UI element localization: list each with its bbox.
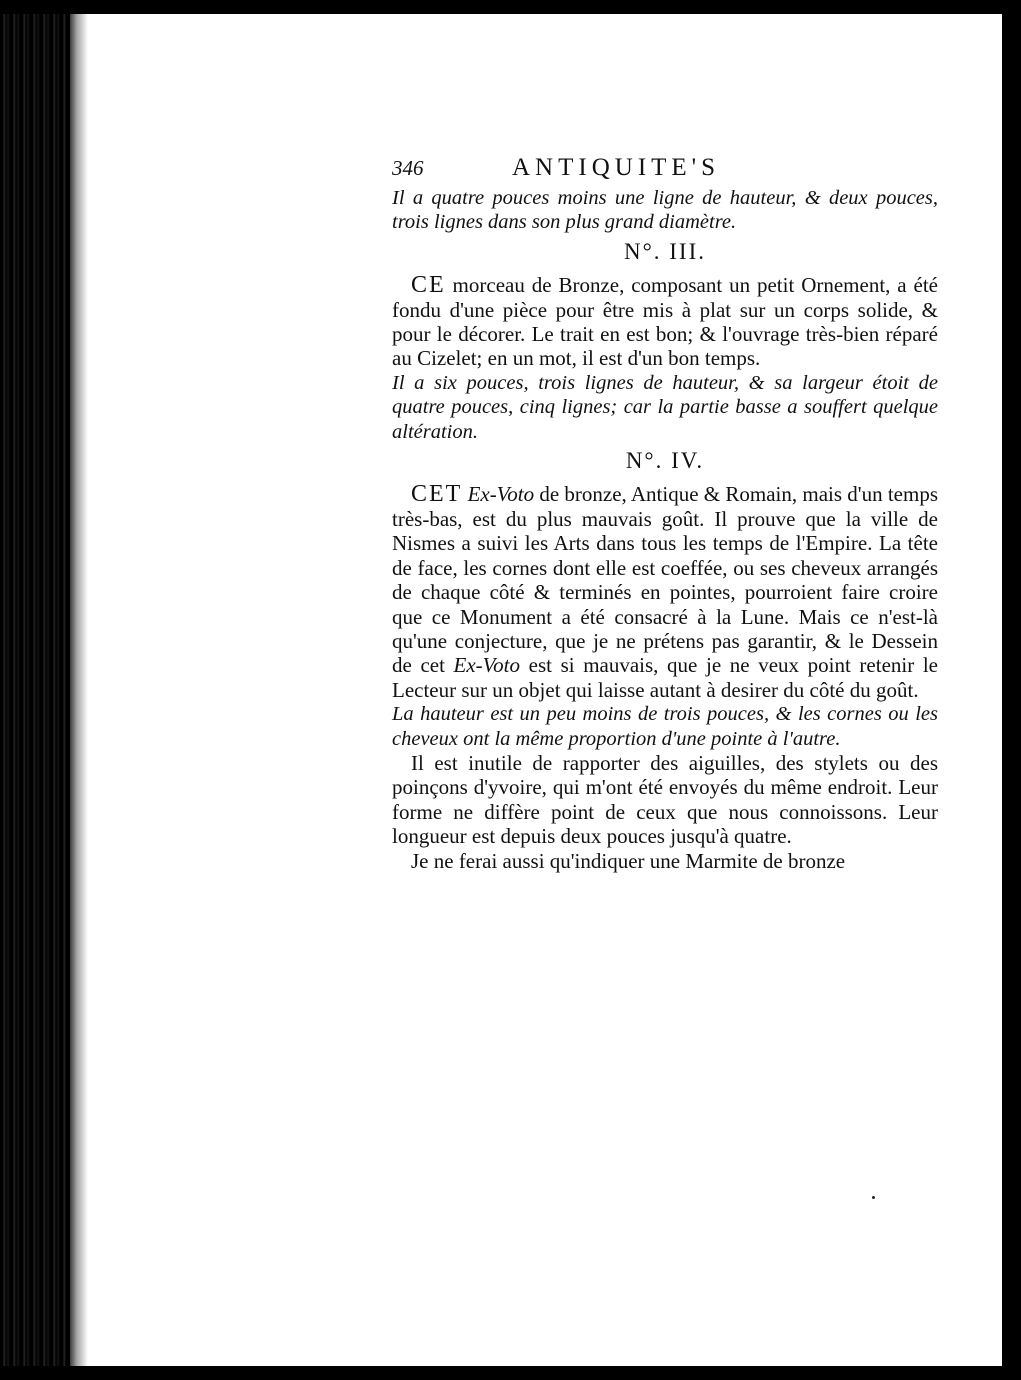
caption-no-4: La hauteur est un peu moins de trois pouces, & les cornes ou les cheveux ont la même proportion d'une pointe à l'autre. [392, 703, 938, 750]
ex-voto-term: Ex-Voto [453, 653, 521, 678]
paragraph-text: morceau de Bronze, composant un petit Ornement, a été fondu d'une pièce pour être mis à plat sur un corps solide, & pour le décorer. Le trait en est bon; & l'ouvrage très-bien réparé au Cizelet; en un mot, il est d'un bon temps. [392, 273, 938, 371]
page-header [392, 156, 938, 186]
page-number: 346 [392, 156, 424, 180]
heading-no-3: N°. III. [623, 238, 707, 264]
paragraph-no-3 [392, 273, 938, 371]
lead-word: CE [411, 272, 446, 299]
page-gutter-shadow [66, 14, 88, 1366]
heading-no-4: N°. IV. [625, 448, 705, 474]
paragraph-text: est si mauvais, que je ne veux point retenir le Lecteur sur un objet qui laisse autant à desirer du côté du goût. [392, 653, 938, 702]
paragraph-text: de bronze, Antique & Romain, mais d'un temps très-bas, est du plus mauvais goût. Il prouve que la ville de Nismes a suivi les Arts dans tous les temps de l'Empire. La tête de face, les cornes dont elle est coeffée, ou ses cheveux arrangés de chaque côté & terminés en pointes, pourroient faire croire que ce Monument a été consacré à la Lune. Mais ce n'est-là qu'une conjecture, que je ne prétens pas garantir, & le Dessein de cet [392, 482, 938, 678]
ink-speck [872, 1196, 875, 1199]
paragraph-marmite: Je ne ferai aussi qu'indiquer une Marmite de bronze [411, 848, 846, 873]
running-head: ANTIQUITE'S [512, 154, 721, 181]
ex-voto-term: Ex-Voto [467, 482, 535, 507]
caption-item-2: Il a quatre pouces moins une ligne de hauteur, & deux pouces, trois lignes dans son plus grand diamètre. [392, 187, 938, 234]
page-text-block [392, 156, 938, 873]
lead-word: CET [411, 481, 463, 508]
paragraph-no-4 [392, 482, 938, 702]
caption-no-3: Il a six pouces, trois lignes de hauteur, & sa largeur étoit de quatre pouces, cinq lignes; car la partie basse a souffert quelque altération. [392, 371, 938, 443]
paragraph-aiguilles: Il est inutile de rapporter des aiguilles, des stylets ou des poinçons d'yvoire, qui m'ont été envoyés du même endroit. Leur forme ne diffère point de ceux que nous connoissons. Leur longueur est depuis deux pouces jusqu'à quatre. [392, 750, 938, 849]
